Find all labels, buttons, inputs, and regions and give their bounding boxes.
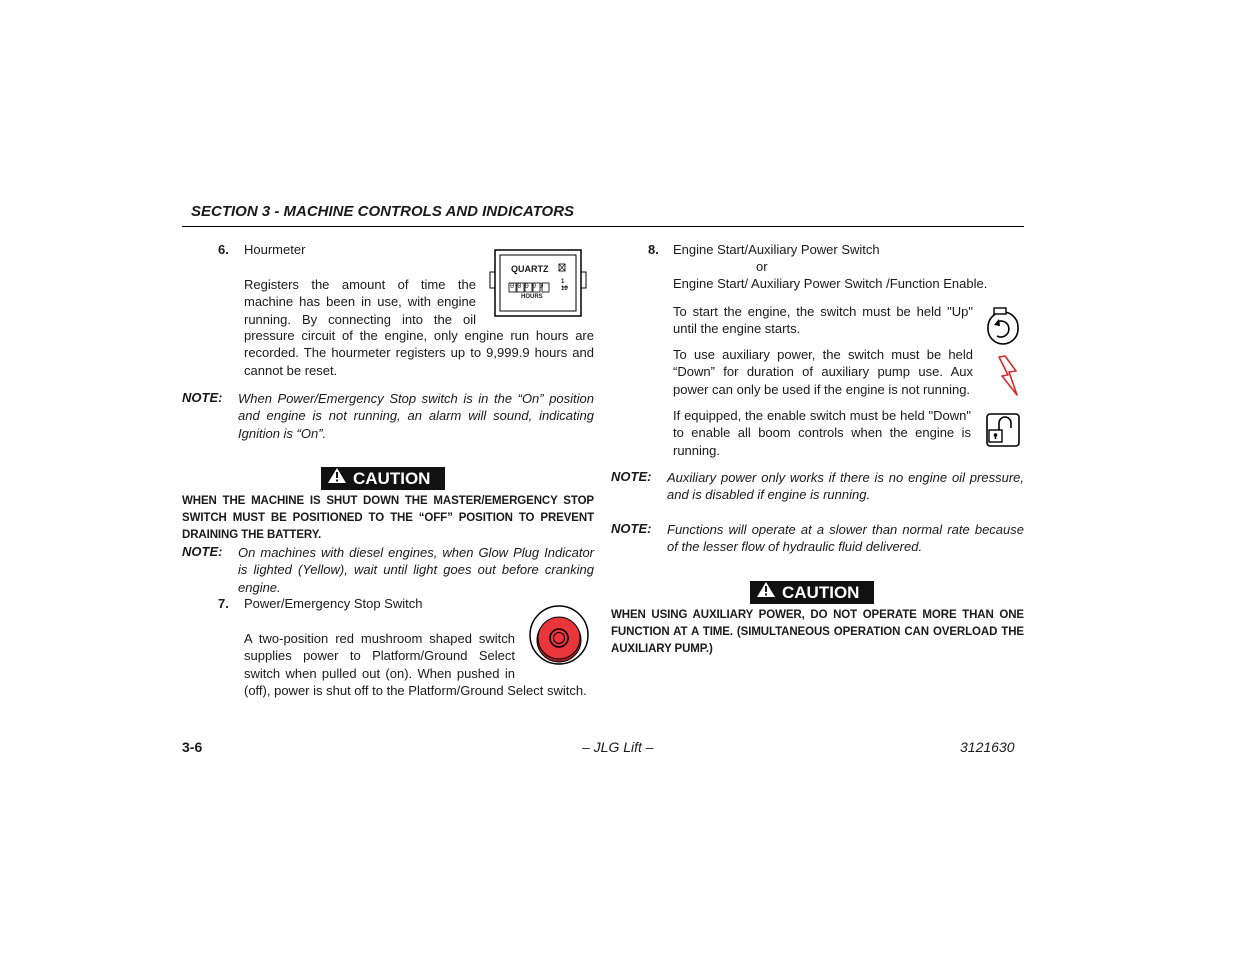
hourmeter-brand: QUARTZ <box>511 264 549 274</box>
item-6-line-2: machine has been in use, with engine <box>244 294 476 310</box>
caution-1-banner <box>321 467 445 490</box>
item-6-number: 6. <box>218 242 229 257</box>
emergency-stop-button-icon <box>528 604 590 666</box>
footer-center: – JLG Lift – <box>582 739 654 755</box>
lightning-icon <box>997 355 1019 397</box>
page-number: 3-6 <box>182 739 203 755</box>
item-8-title-line-1: Engine Start/Auxiliary Power Switch <box>673 242 880 257</box>
item-7-line-2: supplies power to Platform/Ground Select <box>244 648 515 664</box>
hourmeter-fraction: 1 10 <box>561 279 568 292</box>
caution-1-text: WHEN THE MACHINE IS SHUT DOWN THE MASTER/EMERGENCY STOP SWITCH MUST BE POSITIONED TO THE “OFF” POSITION TO PREVENT DRAINING THE BATTERY. <box>182 495 594 541</box>
item-7-line-3: switch when pulled out (on). When pushed in <box>244 665 515 681</box>
item-8-number: 8. <box>648 242 659 257</box>
engine-start-icon <box>986 306 1020 346</box>
caution-2-label: CAUTION <box>782 583 860 602</box>
note-4-text: Functions will operate at a slower than normal rate because of the lesser flow of hydraulic fluid delivered. <box>667 522 1024 555</box>
document-number: 3121630 <box>960 739 1015 755</box>
item-8-paragraph-3: If equipped, the enable switch must be held "Down" to enable all boom controls when the engine is running. <box>673 408 971 458</box>
section-title: SECTION 3 - MACHINE CONTROLS AND INDICATORS <box>191 203 575 220</box>
hourmeter-unit: HOURS <box>521 294 543 300</box>
item-6-line-3: running. By connecting into the oil <box>244 311 476 327</box>
caution-2-banner <box>750 581 874 604</box>
caution-1-label: CAUTION <box>353 469 431 488</box>
note-1-label: NOTE: <box>182 390 223 405</box>
note-3-label: NOTE: <box>611 469 652 484</box>
note-2-label: NOTE: <box>182 544 223 559</box>
item-7-line-1: A two-position red mushroom shaped switch <box>244 631 515 646</box>
note-1-text: When Power/Emergency Stop switch is in the “On” position and engine is not running, an alarm will sound, indicating Ignition is “On”. <box>238 391 594 441</box>
item-7-title: Power/Emergency Stop Switch <box>244 596 423 611</box>
caution-2-text: WHEN USING AUXILIARY POWER, DO NOT OPERATE MORE THAN ONE FUNCTION AT A TIME. (SIMULTANEOUS OPERATION CAN OVERLOAD THE AUXILIARY PUMP.) <box>611 609 1024 655</box>
note-4-label: NOTE: <box>611 521 652 536</box>
item-8-or: or <box>756 259 768 274</box>
header-rule <box>182 226 1024 227</box>
item-6-paragraph-full: pressure circuit of the engine, only engine run hours are recorded. The hourmeter registers up to 9,999.9 hours and cannot be reset. <box>244 328 594 378</box>
item-8-paragraph-2: To use auxiliary power, the switch must be held “Down” for duration of auxiliary pump use. Aux power can only be used if the engine is not running. <box>673 347 973 397</box>
padlock-unlocked-icon <box>986 413 1020 447</box>
item-8-title-line-2: Engine Start/ Auxiliary Power Switch /Function Enable. <box>673 276 988 291</box>
hourmeter-figure <box>489 249 587 317</box>
item-8-paragraph-1: To start the engine, the switch must be held "Up" until the engine starts. <box>673 304 973 337</box>
item-6-paragraph-wrapped <box>244 276 476 328</box>
note-3-text: Auxiliary power only works if there is no engine oil pressure, and is disabled if engine is running. <box>667 470 1024 503</box>
warning-triangle-icon <box>327 467 347 490</box>
warning-triangle-icon <box>756 581 776 604</box>
item-7-number: 7. <box>218 596 229 611</box>
hourmeter-digits: 00000 <box>510 283 547 291</box>
item-6-line-1: Registers the amount of time the <box>244 277 476 292</box>
note-2-text: On machines with diesel engines, when Glow Plug Indicator is lighted (Yellow), wait until light goes out before cranking engine. <box>238 545 594 595</box>
item-7-paragraph-full: (off), power is shut off to the Platform/Ground Select switch. <box>244 683 587 698</box>
item-6-title: Hourmeter <box>244 242 306 257</box>
item-7-paragraph-wrapped <box>244 630 515 682</box>
